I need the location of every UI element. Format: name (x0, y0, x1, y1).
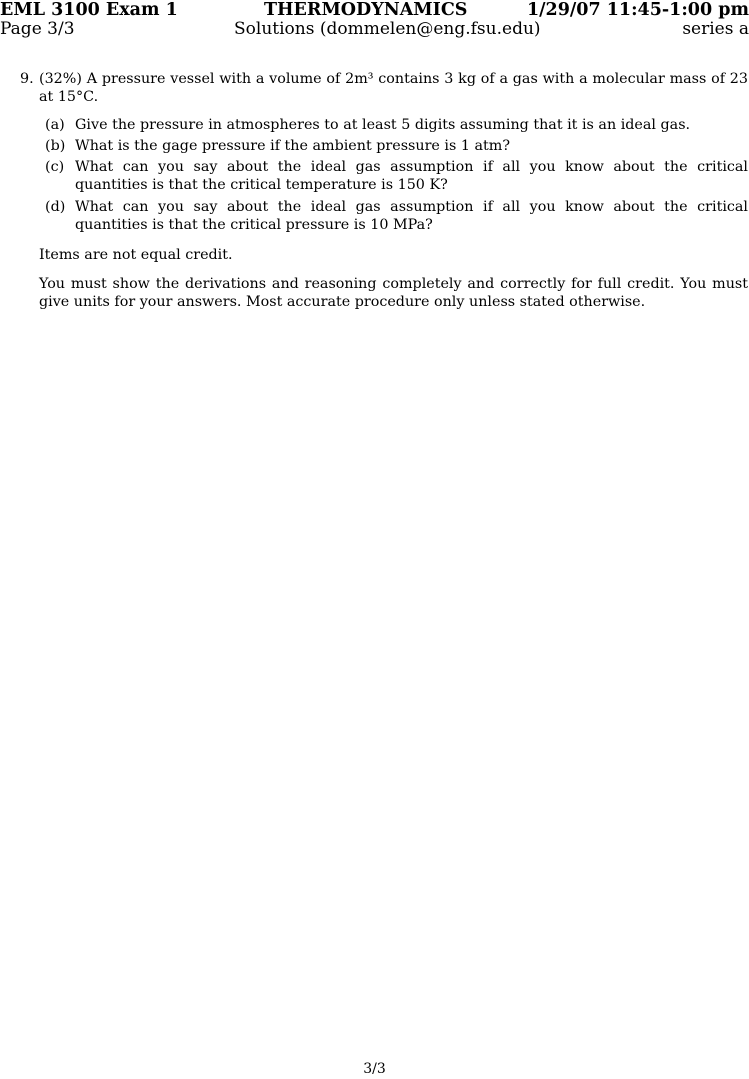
instructions: You must show the derivations and reasoning completely and correctly for full credit. You must give units for your answers. Most accurate procedure only unless stated otherwise. (39, 275, 748, 310)
part-label: (b) (45, 137, 66, 154)
subject-title: THERMODYNAMICS (264, 0, 468, 20)
part-label: (c) (45, 159, 65, 176)
part-text: What is the gage pressure if the ambient pressure is 1 atm? (75, 137, 511, 154)
part-text: What can you say about the ideal gas assumption if all you know about the critical quantities is that the critical pressure is 10 MPa? (75, 198, 748, 234)
part-label: (a) (45, 116, 65, 133)
part-text: Give the pressure in atmospheres to at least 5 digits assuming that it is an ideal gas. (75, 116, 691, 133)
problem-number: 9. (20, 71, 34, 87)
part-a (20, 116, 748, 134)
page-indicator: Page 3/3 (0, 19, 75, 39)
course-title: EML 3100 Exam 1 (0, 0, 178, 20)
footer-page-number: 3/3 (363, 1061, 386, 1077)
part-c (20, 158, 748, 195)
part-label: (d) (45, 198, 66, 215)
problem-stem: (32%) A pressure vessel with a volume of 2m³ contains 3 kg of a gas with a molecular mass of 23 at 15°C. (39, 71, 748, 106)
part-b (20, 137, 748, 155)
exam-series: series a (682, 19, 749, 39)
problem-9 (20, 70, 748, 311)
header-bottom-row (0, 19, 749, 41)
part-text: What can you say about the ideal gas assumption if all you know about the critical quantities is that the critical temperature is 150 K? (75, 159, 748, 194)
problem-parts (20, 116, 748, 235)
credit-note: Items are not equal credit. (39, 247, 233, 264)
solutions-contact: Solutions (dommelen@eng.fsu.edu) (234, 19, 541, 39)
part-d (20, 198, 748, 235)
exam-datetime: 1/29/07 11:45-1:00 pm (526, 0, 749, 20)
